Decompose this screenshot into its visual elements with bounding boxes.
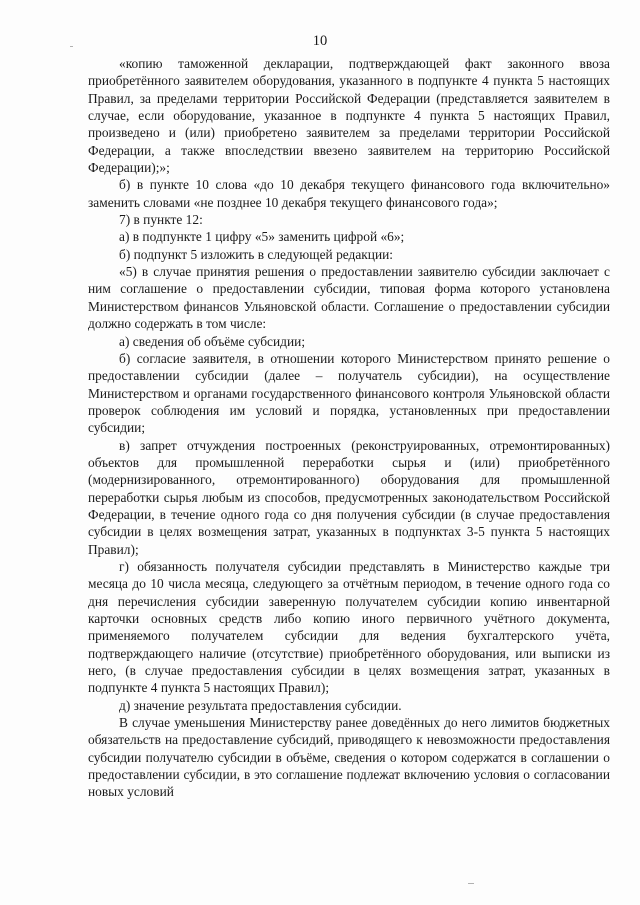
paragraph-subitem-a-digit: а) в подпункте 1 цифру «5» заменить цифрой «6»; — [119, 229, 405, 245]
scan-artifact-bottom — [468, 883, 474, 884]
paragraph-b-applicant-consent: б) согласие заявителя, в отношении которого Министерством принято решение о предоставлении субсидии (далее – получатель субсидии), на осуществление Министерством и органами государственного финансового контроля Ульяновской области проверок соблюдения им условий и порядка, установленных при предоставлении субсидии; — [88, 350, 610, 436]
paragraph-subitem-b-wording: б) подпункт 5 изложить в следующей редакции: — [119, 246, 394, 262]
paragraph-customs-declaration: «копию таможенной декларации, подтверждающей факт законного ввоза приобретённого заявителем оборудования, указанного в подпункте 4 пункта 5 настоящих Правил, за пределами территории Российской Федерации (представляется заявителем в случае, если оборудование, указанное в подпункте 4 пункта 5 настоящих Правил, произведено и (или) приобретено заявителем за пределами территории Российской Федерации, а также впоследствии ввезено заявителем на территорию Российской Федерации);»; — [88, 56, 610, 176]
document-body — [88, 55, 610, 801]
paragraph-limits-reduction: В случае уменьшения Министерству ранее доведённых до него лимитов бюджетных обязательств на предоставление субсидий, приводящего к невозможности предоставления субсидии получателю субсидии в объёме, сведения о котором содержатся в соглашении о предоставлении субсидии, в это соглашение подлежат включению условия о согласовании новых условий — [88, 715, 610, 800]
page-number: 10 — [312, 33, 328, 49]
paragraph-d-result-value: д) значение результата предоставления субсидии. — [119, 697, 402, 713]
paragraph-item-b-point-10: б) в пункте 10 слова «до 10 декабря текущего финансового года включительно» заменить словами «не позднее 10 декабря текущего финансового года»; — [88, 177, 610, 210]
paragraph-g-reporting-duty: г) обязанность получателя субсидии представлять в Министерство каждые три месяца до 10 числа месяца, следующего за отчётным периодом, в течение одного года со дня перечисления субсидии заверенную получателем субсидии копию инвентарной карточки основных средств либо копию иного первичного учётного документа, применяемого получателем субсидии для ведения бухгалтерского учёта, подтверждающего наличие (отсутствие) приобретённого оборудования, или выписки из него, (в случае предоставления субсидии в целях возмещения затрат, указанных в подпункте 4 пункта 5 настоящих Правил); — [88, 558, 610, 696]
paragraph-a-subsidy-volume: а) сведения об объёме субсидии; — [119, 333, 306, 349]
scan-artifact-left — [70, 46, 73, 47]
paragraph-subitem-5-agreement: «5) в случае принятия решения о предоставлении заявителю субсидии заключает с ним соглашение о предоставлении субсидии, типовая форма которого установлена Министерством финансов Ульяновской области. Соглашение о предоставлении субсидии должно содержать в том числе: — [88, 264, 610, 332]
paragraph-v-alienation-ban: в) запрет отчуждения построенных (реконструированных, отремонтированных) объектов для промышленной переработки сырья и (или) приобретённого (модернизированного, отремонтированного) оборудования для промышленной переработки сырья любым из способов, предусмотренных законодательством Российской Федерации, в течение одного года со дня получения субсидии (в случае предоставления субсидии в целях возмещения затрат, указанных в подпунктах 3-5 пункта 5 настоящих Правил); — [88, 437, 610, 557]
paragraph-item-7-point-12: 7) в пункте 12: — [119, 212, 203, 228]
